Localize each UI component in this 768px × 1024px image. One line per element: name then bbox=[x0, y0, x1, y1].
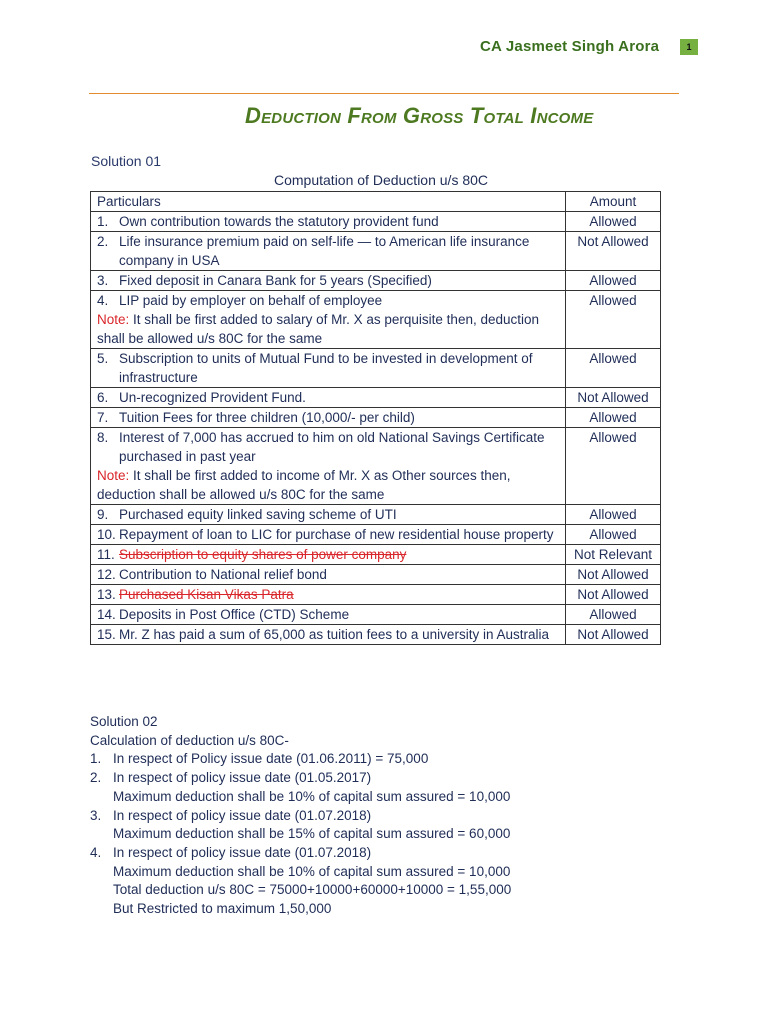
particular-cell bbox=[91, 505, 566, 525]
item-text: In respect of policy issue date (01.07.2018) bbox=[113, 807, 372, 823]
row-text: Deposits in Post Office (CTD) Scheme bbox=[119, 607, 350, 622]
row-number: 9. bbox=[97, 507, 109, 522]
particular-cell bbox=[91, 545, 566, 565]
amount-cell: Not Allowed bbox=[566, 565, 661, 585]
item-text: In respect of policy issue date (01.07.2018) bbox=[113, 844, 372, 860]
table-row bbox=[91, 408, 661, 428]
particular-cell bbox=[91, 271, 566, 291]
document-title: Deduction From Gross Total Income bbox=[245, 103, 594, 128]
item-number: 2. bbox=[90, 770, 102, 786]
table-header-row bbox=[91, 192, 661, 212]
header-divider bbox=[89, 93, 679, 94]
amount-cell: Not Allowed bbox=[566, 388, 661, 408]
solution-2 bbox=[90, 713, 511, 919]
item-number: 3. bbox=[90, 807, 102, 823]
table-row bbox=[91, 605, 661, 625]
table-row bbox=[91, 545, 661, 565]
column-header-particulars: Particulars bbox=[91, 192, 566, 212]
solution-2-heading: Solution 02 bbox=[90, 714, 158, 729]
amount-cell: Allowed bbox=[566, 212, 661, 232]
amount-cell: Allowed bbox=[566, 291, 661, 349]
particular-cell bbox=[91, 565, 566, 585]
table-row bbox=[91, 625, 661, 645]
row-text: Fixed deposit in Canara Bank for 5 years (Specified) bbox=[119, 273, 432, 288]
amount-cell: Not Relevant bbox=[566, 545, 661, 565]
total-deduction: Total deduction u/s 80C = 75000+10000+60000+10000 = 1,55,000 bbox=[113, 882, 512, 898]
author-name: CA Jasmeet Singh Arora bbox=[480, 38, 660, 55]
amount-cell: Allowed bbox=[566, 408, 661, 428]
amount-cell: Not Allowed bbox=[566, 232, 661, 271]
table-row bbox=[91, 232, 661, 271]
particular-cell bbox=[91, 388, 566, 408]
particular-cell bbox=[91, 625, 566, 645]
row-number: 6. bbox=[97, 390, 109, 405]
row-text: Own contribution towards the statutory provident fund bbox=[119, 214, 439, 229]
calculation-item bbox=[90, 844, 511, 863]
amount-cell: Not Allowed bbox=[566, 625, 661, 645]
calculation-item bbox=[90, 807, 511, 826]
table-row bbox=[91, 565, 661, 585]
solution-2-intro: Calculation of deduction u/s 80C- bbox=[90, 732, 289, 748]
particular-cell bbox=[91, 291, 566, 349]
restricted-amount: But Restricted to maximum 1,50,000 bbox=[113, 901, 332, 917]
item-subtext: Maximum deduction shall be 10% of capital sum assured = 10,000 bbox=[113, 788, 511, 804]
row-note bbox=[97, 310, 559, 348]
calculation-item bbox=[90, 750, 511, 769]
amount-cell: Allowed bbox=[566, 505, 661, 525]
row-number: 5. bbox=[97, 351, 109, 366]
particular-cell bbox=[91, 349, 566, 388]
row-text: Purchased Kisan Vikas Patra bbox=[119, 587, 294, 602]
row-number: 13. bbox=[97, 587, 116, 602]
row-text: Repayment of loan to LIC for purchase of new residential house property bbox=[119, 527, 554, 542]
table-row bbox=[91, 212, 661, 232]
row-number: 4. bbox=[97, 293, 109, 308]
solution-1-heading: Solution 01 bbox=[91, 153, 162, 169]
table-row bbox=[91, 525, 661, 545]
row-text: Un-recognized Provident Fund. bbox=[119, 390, 306, 405]
row-text: Purchased equity linked saving scheme of UTI bbox=[119, 507, 397, 522]
item-text: In respect of Policy issue date (01.06.2011) = 75,000 bbox=[113, 751, 429, 767]
amount-cell: Allowed bbox=[566, 605, 661, 625]
table-row bbox=[91, 585, 661, 605]
note-text: It shall be first added to income of Mr. X as Other sources then, deduction shall be allowed u/s 80C for the same bbox=[97, 468, 511, 502]
row-number: 12. bbox=[97, 567, 116, 582]
particular-cell bbox=[91, 525, 566, 545]
calculation-item bbox=[90, 769, 511, 788]
table-caption: Computation of Deduction u/s 80C bbox=[274, 172, 489, 188]
row-text: LIP paid by employer on behalf of employee bbox=[119, 293, 383, 308]
amount-cell: Allowed bbox=[566, 525, 661, 545]
row-number: 14. bbox=[97, 607, 116, 622]
row-text: Interest of 7,000 has accrued to him on old National Savings Certificate purchased in past year bbox=[119, 430, 545, 464]
row-text: Mr. Z has paid a sum of 65,000 as tuition fees to a university in Australia bbox=[119, 627, 549, 642]
note-text: It shall be first added to salary of Mr. X as perquisite then, deduction shall be allowed u/s 80C for the same bbox=[97, 312, 540, 346]
table-row bbox=[91, 271, 661, 291]
deduction-table bbox=[90, 191, 661, 645]
row-number: 15. bbox=[97, 627, 116, 642]
row-text: Contribution to National relief bond bbox=[119, 567, 327, 582]
amount-cell: Not Allowed bbox=[566, 585, 661, 605]
particular-cell bbox=[91, 232, 566, 271]
note-label: Note: bbox=[97, 468, 130, 483]
row-number: 11. bbox=[97, 547, 115, 562]
item-text: In respect of policy issue date (01.05.2017) bbox=[113, 770, 372, 786]
column-header-amount: Amount bbox=[566, 192, 661, 212]
row-number: 10. bbox=[97, 527, 116, 542]
table-row bbox=[91, 388, 661, 408]
item-number: 1. bbox=[90, 751, 102, 767]
note-label: Note: bbox=[97, 312, 130, 327]
particular-cell bbox=[91, 585, 566, 605]
row-number: 8. bbox=[97, 430, 109, 445]
amount-cell: Allowed bbox=[566, 349, 661, 388]
table-row bbox=[91, 291, 661, 349]
amount-cell: Allowed bbox=[566, 428, 661, 505]
particular-cell bbox=[91, 605, 566, 625]
row-number: 1. bbox=[97, 214, 109, 229]
row-text: Tuition Fees for three children (10,000/- per child) bbox=[119, 410, 415, 425]
item-subtext: Maximum deduction shall be 15% of capital sum assured = 60,000 bbox=[113, 826, 511, 842]
amount-cell: Allowed bbox=[566, 271, 661, 291]
row-text: Life insurance premium paid on self-life — to American life insurance company in USA bbox=[119, 234, 530, 268]
item-subtext: Maximum deduction shall be 10% of capital sum assured = 10,000 bbox=[113, 863, 511, 879]
row-text: Subscription to equity shares of power company bbox=[119, 547, 407, 562]
particular-cell bbox=[91, 408, 566, 428]
particular-cell bbox=[91, 212, 566, 232]
table-row bbox=[91, 505, 661, 525]
page-number-badge: 1 bbox=[680, 39, 698, 55]
row-text: Subscription to units of Mutual Fund to be invested in development of infrastructure bbox=[119, 351, 533, 385]
row-note bbox=[97, 466, 559, 504]
table-row bbox=[91, 349, 661, 388]
row-number: 7. bbox=[97, 410, 109, 425]
row-number: 2. bbox=[97, 234, 109, 249]
row-number: 3. bbox=[97, 273, 109, 288]
table-row bbox=[91, 428, 661, 505]
particular-cell bbox=[91, 428, 566, 505]
item-number: 4. bbox=[90, 844, 102, 860]
